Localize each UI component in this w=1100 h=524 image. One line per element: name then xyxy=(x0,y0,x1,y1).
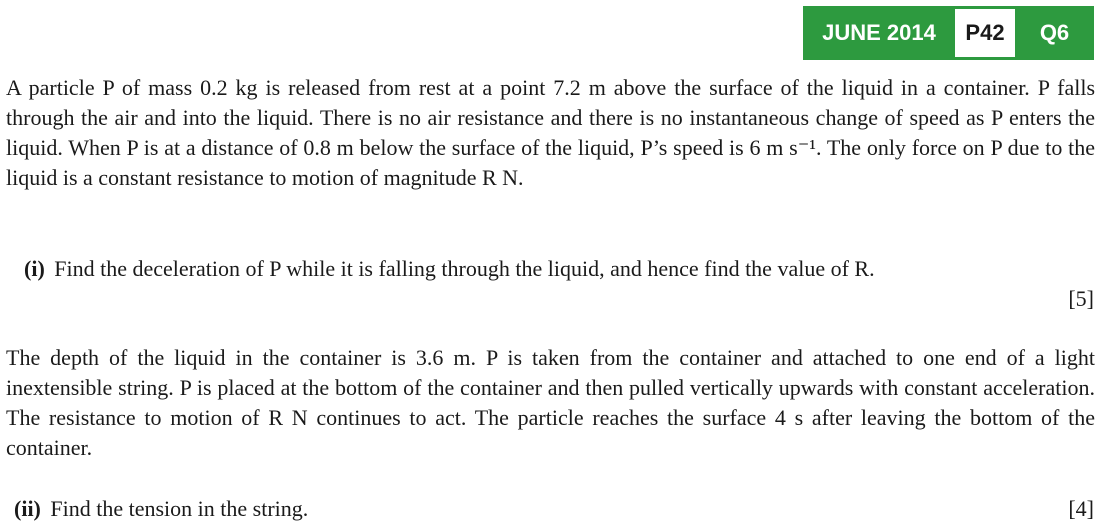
question-number-label: Q6 xyxy=(1039,20,1070,45)
part-i-label: (i) xyxy=(24,256,45,281)
part-i-text: Find the deceleration of P while it is falling through the liquid, and hence find the value of R. xyxy=(54,256,875,281)
question-intro-text: A particle P of mass 0.2 kg is released from rest at a point 7.2 m above the surface of the liquid in a container. P falls through the air and into the liquid. There is no air resistance and there is no instantaneous change of speed as P enters the liquid. When P is at a distance of 0.8 m below the surface of the liquid, P’s speed is 6 m s⁻¹. The only force on P due to the liquid is a constant resistance to motion of magnitude R N. xyxy=(6,75,1095,190)
exam-date-label: JUNE 2014 xyxy=(822,20,936,45)
part-i-marks: [5] xyxy=(1068,286,1094,311)
question-badge xyxy=(803,6,1094,60)
part-ii-text: Find the tension in the string. xyxy=(50,496,309,521)
question-second-text: The depth of the liquid in the container is 3.6 m. P is taken from the container and attached to one end of a light inextensible string. P is placed at the bottom of the container and then pulled vertically upwards with constant acceleration. The resistance to motion of R N continues to act. The particle reaches the surface 4 s after leaving the bottom of the container. xyxy=(6,345,1095,460)
part-ii xyxy=(14,494,308,524)
part-ii-label: (ii) xyxy=(14,496,41,521)
paper-label: P42 xyxy=(955,9,1015,57)
part-i xyxy=(24,254,875,284)
part-ii-marks: [4] xyxy=(1068,496,1094,521)
